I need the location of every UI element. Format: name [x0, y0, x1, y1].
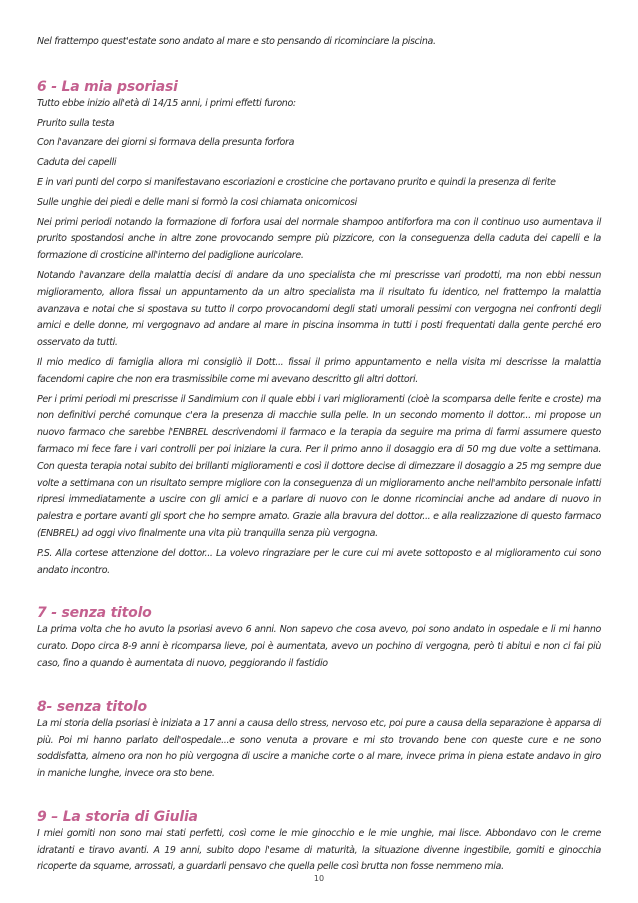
- body-paragraph: Caduta dei capelli: [37, 157, 117, 169]
- body-paragraph: Il mio medico di famiglia allora mi consigliò il Dott... fissai il primo appuntamento e nella visita mi descrisse la malattia facendomi capire che non era trasmissibile come mi avevano descritto gli altri dottori.: [37, 356, 601, 385]
- page-number: 10: [313, 874, 325, 883]
- section-9: [37, 808, 601, 876]
- section-title: 9 – La storia di Giulia: [37, 808, 198, 825]
- body-paragraph: Nei primi periodi notando la formazione di forfora usai del normale shampoo antiforfora ma con il continuo uso aumentava il prurito spostandosi anche in altre zone provocando sempre più pizzicore, con la conseguenza della caduta dei capelli e la formazione di crosticine all'interno del padiglione auricolare.: [37, 216, 601, 262]
- body-paragraph: La prima volta che ho avuto la psoriasi avevo 6 anni. Non sapevo che cosa avevo, poi sono andato in ospedale e li mi hanno curato. Dopo circa 8-9 anni è ricomparsa lieve, poi è aumentata, avevo un pochino di vergogna, però ti abitui e non ci fai più caso, fino a quando è aumentata di nuovo, peggiorando il fastidio: [37, 624, 601, 669]
- section-7: [37, 604, 601, 672]
- section-title: 8- senza titolo: [37, 698, 147, 715]
- section-title: 7 - senza titolo: [37, 605, 152, 622]
- body-paragraph: Tutto ebbe inizio all'età di 14/15 anni, i primi effetti furono:: [37, 97, 296, 109]
- section-6: [37, 78, 601, 580]
- body-paragraph: Con l'avanzare dei giorni si formava della presunta forfora: [37, 137, 295, 149]
- body-paragraph: Per i primi periodi mi prescrisse il Sandimium con il quale ebbi i vari miglioramenti (cioè la scomparsa delle ferite e croste) ma non definitivi perché comunque c'era la presenza di macchie sulla pelle. In un secondo momento il dottor... mi propose un nuovo farmaco che sarebbe l'ENBREL descrivendomi il farmaco e la terapia da seguire ma prima di farmi assumere questo farmaco mi fece fare i vari controlli per poi iniziare la cura. Per il primo anno il dosaggio era di 50 mg due volte a settimana. Con questa terapia notai subito dei brillanti miglioramenti e così il dottore decise di dimezzare il dosaggio a 25 mg sempre due volte a settimana con un risultato sempre migliore con la conseguenza di un miglioramento anche nell'ambito personale infatti ripresi immediatamente a uscire con gli amici e a parlare di nuovo con le donne ricominciai anche ad andare di nuovo in palestra e portare avanti gli sport che ho sempre amato. Grazie alla bravura del dottor... e alla realizzazione di questo farmaco (ENBREL) ad oggi vivo finalmente una vita più tranquilla senza più vergogna.: [37, 393, 601, 539]
- body-paragraph: Notando l'avanzare della malattia decisi di andare da uno specialista che mi prescrisse vari prodotti, ma non ebbi nessun miglioramento, allora fissai un appuntamento da un altro specialista ma il risultato fu identico, nel frattempo la malattia avanzava e notai che si spostava su tutto il corpo provocandomi degli stati umorali pessimi con vergogna nei confronti degli amici e delle donne, mi vergognavo ad andare al mare in piscina insomma in tutti i posti frequentati dalla gente perché ero osservato da tutti.: [37, 269, 601, 349]
- body-paragraph: Prurito sulla testa: [37, 117, 115, 129]
- body-paragraph: I miei gomiti non sono mai stati perfetti, così come le mie ginocchio e le mie unghie, mai lisce. Abbondavo con le creme idratanti e tiravo avanti. A 19 anni, subito dopo l'esame di maturità, la situazione divenne ingestibile, gomiti e ginocchia ricoperte da squame, arrossati, a guardarli pensavo che quella pelle così brutta non fosse nemmeno mia.: [37, 827, 601, 873]
- body-paragraph: Sulle unghie dei piedi e delle mani si formò la cosi chiamata onicomicosi: [37, 196, 357, 208]
- body-paragraph: E in vari punti del corpo si manifestavano escoriazioni e crosticine che portavano prurito e quindi la presenza di ferite: [37, 176, 556, 188]
- section-8: [37, 698, 601, 783]
- section-title: 6 - La mia psoriasi: [37, 78, 178, 95]
- body-paragraph: La mi storia della psoriasi è iniziata a 17 anni a causa dello stress, nervoso etc, poi pure a causa della separazione è apparsa di più. Poi mi hanno parlato dell'ospedale...e sono venuta a provare e mi sto trovando bene con queste cure e ne sono soddisfatta, almeno ora non ho più vergogna di uscire a maniche corte o al mare, invece prima in piena estate andavo in giro in maniche lunghe, invece ora sto bene.: [37, 717, 601, 780]
- body-paragraph: P.S. Alla cortese attenzione del dottor... La volevo ringraziare per le cure cui mi avete sottoposto e al miglioramento cui sono andato incontro.: [37, 547, 601, 576]
- document-page: [37, 34, 601, 879]
- intro-paragraph: Nel frattempo quest'estate sono andato al mare e sto pensando di ricominciare la piscina.: [37, 36, 436, 47]
